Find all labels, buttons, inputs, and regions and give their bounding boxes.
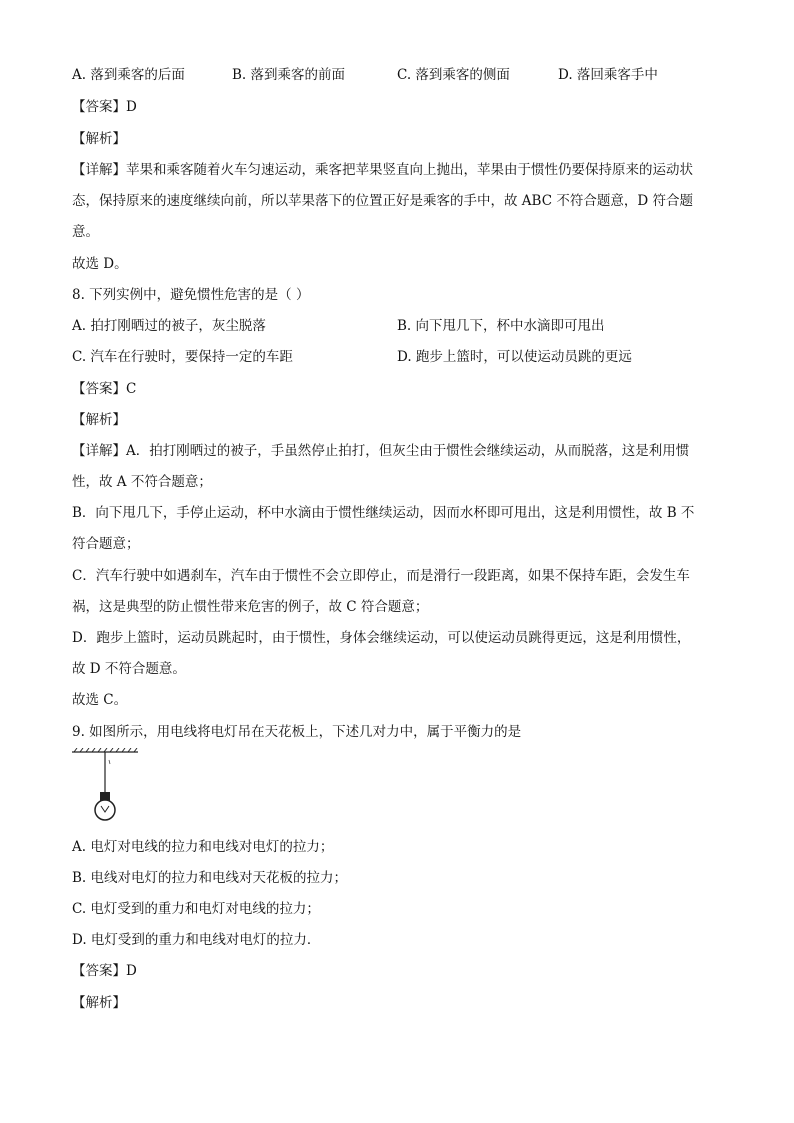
ceiling-lamp-figure bbox=[72, 748, 144, 826]
q8-detail-line-8: 故 D 不符合题意。 bbox=[72, 661, 186, 677]
q7-option-a: A. 落到乘客的后面 bbox=[72, 67, 185, 83]
q8-conclusion: 故选 C。 bbox=[72, 692, 128, 708]
q9-option-a: A. 电灯对电线的拉力和电线对电灯的拉力； bbox=[72, 839, 334, 855]
q8-detail-line-5: C．汽车行驶中如遇刹车，汽车由于惯性不会立即停止，而是滑行一段距离，如果不保持车距，会发生车 bbox=[72, 568, 690, 584]
q9-option-c: C. 电灯受到的重力和电灯对电线的拉力； bbox=[72, 901, 320, 917]
q8-answer: 【答案】C bbox=[72, 381, 137, 397]
wire-mark bbox=[109, 760, 110, 764]
q7-detail-line-3: 意。 bbox=[72, 224, 99, 240]
q8-detail-line-3: B．向下甩几下，手停止运动，杯中水滴由于惯性继续运动，因而水杯即可甩出，这是利用惯性，故 B 不 bbox=[72, 505, 695, 521]
q7-detail-line-2: 态，保持原来的速度继续向前，所以苹果落下的位置正好是乘客的手中，故 ABC 不符合题意，D 符合题 bbox=[72, 193, 693, 209]
q9-answer: 【答案】D bbox=[72, 963, 137, 979]
q8-option-a: A. 拍打刚晒过的被子，灰尘脱落 bbox=[72, 318, 266, 334]
q7-detail-line-1: 【详解】苹果和乘客随着火车匀速运动，乘客把苹果竖直向上抛出，苹果由于惯性仍要保持原来的运动状 bbox=[72, 162, 693, 178]
q9-question: 9. 如图所示，用电线将电灯吊在天花板上，下述几对力中，属于平衡力的是 bbox=[72, 724, 522, 740]
q7-conclusion: 故选 D。 bbox=[72, 256, 128, 272]
q8-detail-line-1: 【详解】A．拍打刚晒过的被子，手虽然停止拍打，但灰尘由于惯性会继续运动，从而脱落，这是利用惯 bbox=[72, 443, 690, 459]
q8-detail-line-4: 符合题意； bbox=[72, 536, 140, 552]
q8-analysis-heading: 【解析】 bbox=[72, 412, 126, 428]
q7-analysis-heading: 【解析】 bbox=[72, 131, 126, 147]
q9-option-b: B. 电线对电灯的拉力和电线对天花板的拉力； bbox=[72, 870, 348, 886]
ceiling-hatch bbox=[72, 748, 138, 752]
q7-option-b: B. 落到乘客的前面 bbox=[232, 67, 346, 83]
q8-option-c: C. 汽车在行驶时，要保持一定的车距 bbox=[72, 349, 293, 365]
q8-detail-line-2: 性，故 A 不符合题意； bbox=[72, 474, 212, 490]
q7-option-c: C. 落到乘客的侧面 bbox=[397, 67, 510, 83]
q8-option-d: D. 跑步上篮时，可以使运动员跳的更远 bbox=[397, 349, 632, 365]
q7-option-d: D. 落回乘客手中 bbox=[558, 67, 658, 83]
q8-option-b: B. 向下甩几下，杯中水滴即可甩出 bbox=[397, 318, 605, 334]
q9-option-d: D. 电灯受到的重力和电线对电灯的拉力． bbox=[72, 932, 321, 948]
q7-answer: 【答案】D bbox=[72, 99, 137, 115]
q8-question: 8. 下列实例中，避免惯性危害的是（ ） bbox=[72, 287, 310, 303]
lamp-bulb bbox=[95, 800, 115, 820]
q8-detail-line-7: D．跑步上篮时，运动员跳起时，由于惯性，身体会继续运动，可以使运动员跳得更远，这是利用惯性， bbox=[72, 630, 691, 646]
q8-detail-line-6: 祸，这是典型的防止惯性带来危害的例子，故 C 符合题意； bbox=[72, 599, 429, 615]
q9-analysis-heading: 【解析】 bbox=[72, 995, 126, 1011]
